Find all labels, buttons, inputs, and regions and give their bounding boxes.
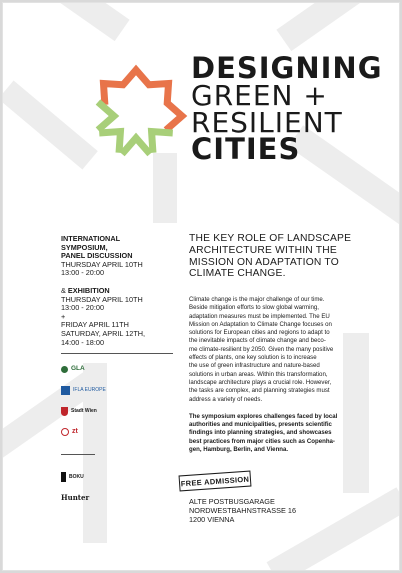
partner-logo-zt [61, 426, 173, 438]
partner-name: IFLA EUROPE [73, 386, 106, 393]
partner-name: zt [72, 427, 78, 435]
orange-arrow-mark [122, 70, 150, 86]
body-line: adaptation measures must be implemented. The EU [189, 312, 330, 320]
zt-icon [61, 428, 69, 436]
title-line-4: CITIES [191, 132, 301, 166]
free-admission-badge: FREE ADMISSION [179, 471, 252, 492]
event1-date: THURSDAY APRIL 10TH [61, 259, 143, 269]
event2-prefix: & [61, 285, 68, 295]
divider [61, 454, 95, 455]
boku-icon [61, 472, 66, 482]
partner-logo-boku [61, 471, 173, 483]
body2-line: The symposium explores challenges faced by local [189, 413, 338, 420]
event1-heading-line: PANEL DISCUSSION [61, 251, 133, 261]
body2-line: findings into planning strategies, and showcases [189, 429, 332, 437]
venue-line: ALTE POSTBUSGARAGE [189, 497, 275, 506]
event2-line: 14:00 - 18:00 [61, 337, 105, 347]
partner-logo-ifla [61, 384, 173, 396]
event2-line: + [61, 311, 66, 321]
symposium-paragraph [189, 413, 361, 454]
body-line: address a variety of needs. [189, 395, 263, 403]
partner-name: Hunter [61, 492, 90, 502]
venue-line: 1200 VIENNA [189, 515, 235, 524]
title-line-1: DESIGNING [191, 51, 383, 85]
body-line: me climate-resilient by 2050. Given the many positive [189, 345, 334, 353]
body-line: the tasks are complex, and planning strategies must [189, 387, 330, 395]
title-line-3: RESILIENT [191, 106, 343, 139]
partner-name: GLA [71, 364, 85, 372]
ifla-icon [61, 386, 70, 395]
venue-address [189, 497, 296, 524]
green-arrow-mark [122, 138, 150, 154]
green-arrow-mark [98, 102, 114, 130]
orange-arrow-mark [166, 102, 182, 130]
event2-heading-label: EXHIBITION [67, 285, 110, 295]
event2-line: THURSDAY APRIL 10TH [61, 294, 143, 304]
event1-heading-line: INTERNATIONAL [61, 234, 121, 243]
poster [2, 2, 400, 571]
event2-line: SATURDAY, APRIL 12TH, [61, 328, 146, 338]
body-line: Mission on Adaptation to Climate Change focuses on [189, 320, 332, 328]
orange-arrow-mark [94, 74, 125, 105]
body2-line: authorities and municipalities, presents scientific [189, 421, 332, 429]
background-arrow-shape [16, 2, 129, 41]
partner-name: BOKU [69, 473, 84, 480]
title-line-2: GREEN + [191, 79, 328, 112]
partner-logo-gla [61, 363, 173, 375]
poster-title [191, 51, 383, 166]
divider [61, 353, 173, 354]
body-line: landscape architecture plays a crucial role. However, [189, 378, 332, 386]
event-info-column [61, 235, 173, 513]
partner-logo-hunter [61, 492, 173, 504]
event2-line: FRIDAY APRIL 11TH [61, 320, 129, 330]
partner-logo-stadt-wien [61, 405, 173, 417]
orange-arrow-mark [147, 74, 178, 105]
arrows-logo-icon [81, 51, 191, 181]
vienna-shield-icon [61, 407, 68, 416]
venue-line: NORDWESTBAHNSTRASSE 16 [189, 506, 297, 515]
body-line: solutions for European cities and regions to adapt to [189, 329, 330, 337]
body-line: the inevitable impacts of climate change and beco- [189, 337, 326, 345]
body-line: effects of plants, one key solution is to increase [189, 354, 317, 362]
body-line: solutions in urban areas. Within this transformation, [189, 370, 328, 378]
body2-line: best practices from major cities such as Copenha- [189, 437, 335, 445]
body-line: Climate change is the major challenge of our time. [189, 296, 325, 303]
body-paragraph [189, 296, 361, 404]
body-line: Beside mitigation efforts to slow global warming, [189, 304, 319, 312]
event2-line: 13:00 - 20:00 [61, 303, 105, 313]
lead-heading: THE KEY ROLE OF LANDSCAPE ARCHITECTURE WITHIN THE MISSION ON ADAPTATION TO CLIMATE CHANGE. [189, 233, 352, 280]
event1-heading-line: SYMPOSIUM, [61, 242, 108, 252]
gla-icon [61, 366, 68, 373]
event1-time: 13:00 - 20:00 [61, 268, 105, 278]
body2-line: gen, Hamburg, Berlin, and Vienna. [189, 445, 289, 453]
partner-name: Stadt Wien [71, 407, 97, 414]
body-line: the use of green infrastructure and nature-based [189, 362, 320, 370]
background-arrow-shape [276, 2, 389, 51]
